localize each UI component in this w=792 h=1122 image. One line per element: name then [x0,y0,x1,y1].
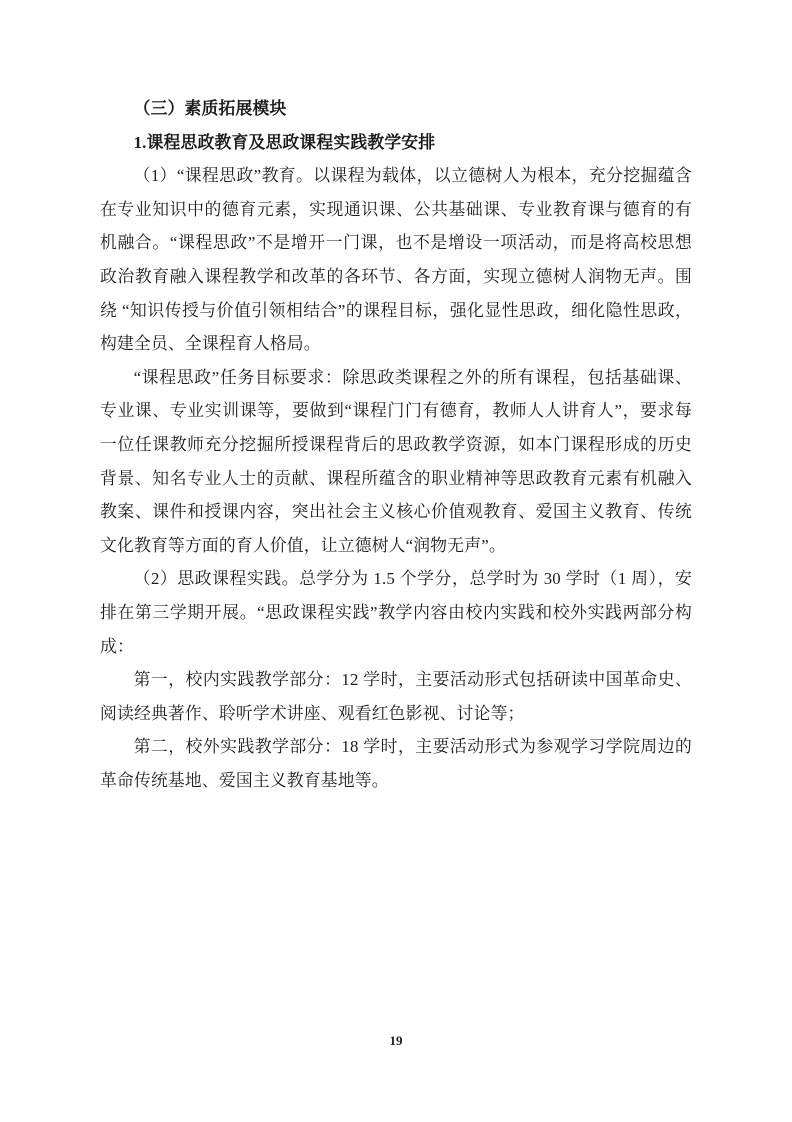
body-paragraph: （2）思政课程实践。总学分为 1.5 个学分，总学时为 30 学时（1 周），安排在第三学期开展。“思政课程实践”教学内容由校内实践和校外实践两部分构成： [100,569,692,656]
body-paragraph: 第二，校外实践教学部分：18 学时，主要活动形式为参观学习学院周边的革命传统基地、爱国主义教育基地等。 [100,737,692,790]
subsection-heading: 1.课程思政教育及思政课程实践教学安排 [133,132,436,152]
body-paragraph: 第一，校内实践教学部分：12 学时，主要活动形式包括研读中国革命史、阅读经典著作、聆听学术讲座、观看红色影视、讨论等； [100,670,692,723]
body-paragraph: （1）“课程思政”教育。以课程为载体，以立德树人为根本，充分挖掘蕴含在专业知识中的德育元素，实现通识课、公共基础课、专业教育课与德育的有机融合。“课程思政”不是增开一门课，也不是增设一项活动，而是将高校思想政治教育融入课程教学和改革的各环节、各方面，实现立德树人润物无声。围绕 “知识传授与价值引领相结合”的课程目标，强化显性思政，细化隐性思政，构建全员、全课程育人格局。 [100,166,692,354]
body-paragraph: “课程思政”任务目标要求：除思政类课程之外的所有课程，包括基础课、专业课、专业实训课等，要做到“课程门门有德育，教师人人讲育人”，要求每一位任课教师充分挖掘所授课程背后的思政教学资源，如本门课程形成的历史背景、知名专业人士的贡献、课程所蕴含的职业精神等思政教育元素有机融入教案、课件和授课内容，突出社会主义核心价值观教育、爱国主义教育、传统文化教育等方面的育人价值，让立德树人“润物无声”。 [100,367,692,555]
page-footer [0,1032,792,1050]
section-heading: （三）素质拓展模块 [133,99,287,118]
page-number: 19 [389,1033,403,1048]
document-content [100,92,692,797]
